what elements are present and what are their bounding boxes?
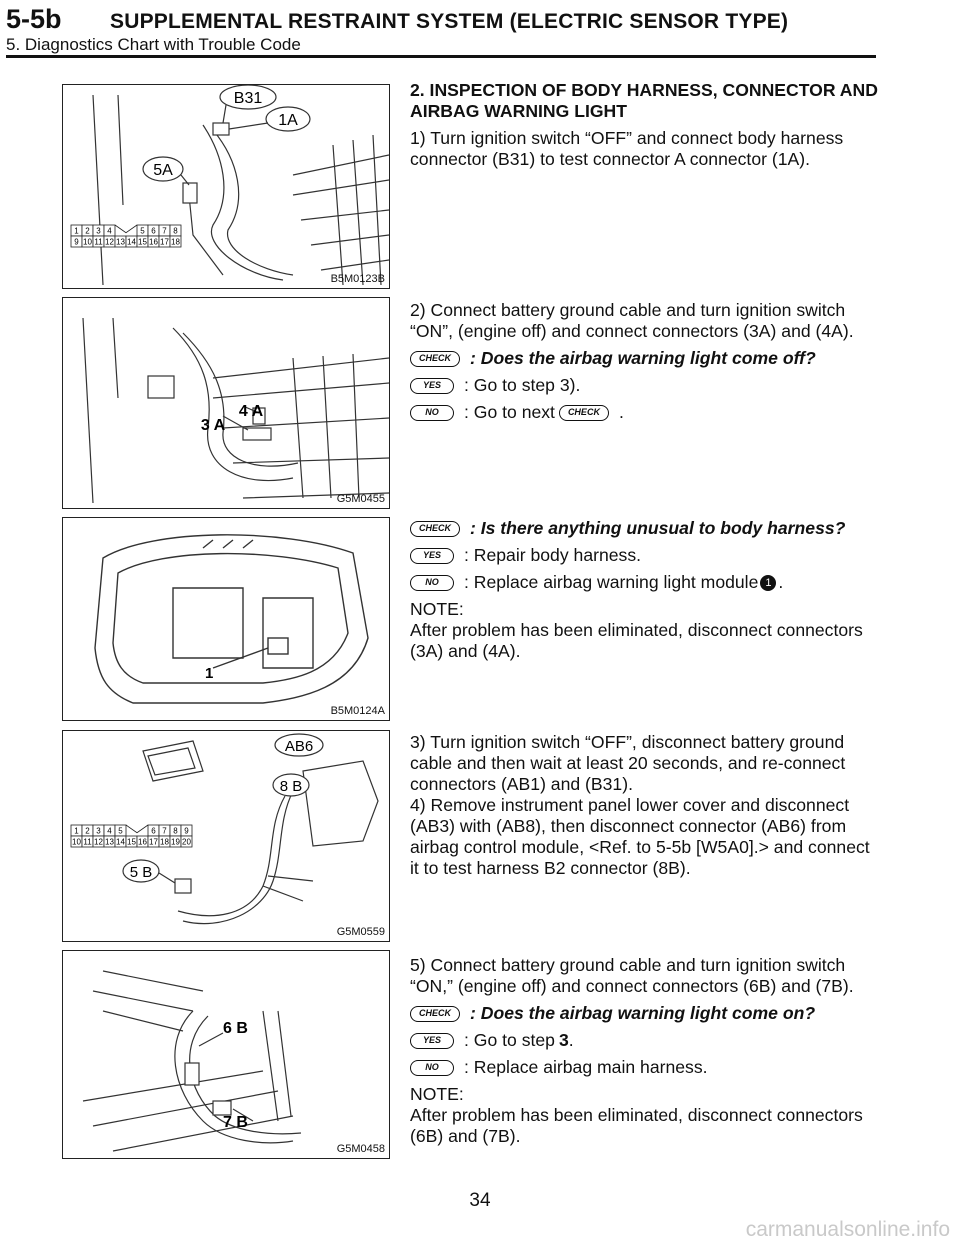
figure-code: B5M0123B: [330, 273, 385, 285]
no-action: : Replace airbag warning light module: [464, 572, 759, 592]
pin-number: 1: [74, 826, 79, 836]
check-row: [410, 348, 882, 369]
no-action: : Go to next: [464, 402, 555, 422]
step-4: 4) Remove instrument panel lower cover and disconnect (AB3) with (AB8), then disconnect connector (AB6) from airbag control module, <Ref. to 5-5b [W5A0].> and connect it to test harness B2 connector (8B).: [410, 795, 870, 878]
callout-6b: 6 B: [223, 1020, 248, 1037]
pin-number: 12: [105, 237, 114, 247]
section-1-text: [410, 80, 882, 176]
figure-1-illustration: [63, 85, 389, 288]
pin-number: 3: [96, 826, 101, 836]
pin-number: 2: [85, 226, 90, 236]
pin-number: 17: [160, 237, 169, 247]
no-action-end: .: [618, 402, 624, 422]
yes-action-end: .: [568, 1030, 574, 1050]
pin-number: 19: [171, 837, 180, 847]
yes-step-number: 3: [558, 1030, 569, 1050]
check-badge: CHECK: [410, 521, 460, 537]
callout-3a: 3 A: [200, 417, 226, 434]
pin-number: 7: [162, 226, 167, 236]
no-badge: NO: [410, 405, 454, 421]
pin-diagram-2: [71, 825, 192, 847]
check-question: : Does the airbag warning light come on?: [470, 1003, 816, 1023]
pin-number: 7: [162, 826, 167, 836]
yes-row: [410, 375, 882, 396]
section-2-text: [410, 300, 882, 429]
no-badge: NO: [410, 1060, 454, 1076]
yes-badge: YES: [410, 378, 454, 394]
pin-number: 9: [74, 237, 79, 247]
header-divider: [6, 55, 876, 58]
figure-test-harness-b2: [62, 730, 390, 942]
callout-7b: 7 B: [223, 1114, 248, 1131]
pin-number: 3: [96, 226, 101, 236]
note-label: NOTE:: [410, 1084, 464, 1104]
pin-number: 2: [85, 826, 90, 836]
watermark: carmanualsonline.info: [745, 1218, 950, 1241]
yes-badge: YES: [410, 548, 454, 564]
pin-number: 6: [151, 226, 156, 236]
step-3: 3) Turn ignition switch “OFF”, disconnect battery ground cable and then wait at least 20 seconds, and re-connect connectors (AB1) and (B31).: [410, 732, 846, 794]
no-action-end: .: [778, 572, 784, 592]
figure-body-harness-connector: [62, 84, 390, 289]
check-question: : Does the airbag warning light come off?: [470, 348, 816, 368]
figure-5-illustration: [63, 951, 389, 1158]
yes-action: : Repair body harness.: [464, 545, 642, 565]
pin-number: 11: [94, 237, 103, 247]
figure-code: G5M0455: [336, 493, 385, 505]
section-code: 5-5b: [6, 4, 62, 34]
pin-number: 5: [140, 226, 145, 236]
note-text: After problem has been eliminated, disconnect connectors (3A) and (4A).: [410, 620, 863, 661]
pin-number: 18: [160, 837, 169, 847]
pin-number: 15: [127, 837, 136, 847]
reference-number: 1: [760, 575, 776, 591]
figure-code: B5M0124A: [330, 705, 385, 717]
figure-4-illustration: [63, 731, 389, 941]
pin-number: 14: [116, 837, 125, 847]
figure-3-illustration: [63, 518, 389, 720]
pin-number: 9: [184, 826, 189, 836]
section-5-text: [410, 955, 882, 1153]
note-text: After problem has been eliminated, disconnect connectors (6B) and (7B).: [410, 1105, 863, 1146]
no-action: : Replace airbag main harness.: [464, 1057, 708, 1077]
no-row: [410, 402, 882, 423]
pin-number: 10: [72, 837, 81, 847]
page-subtitle: 5. Diagnostics Chart with Trouble Code: [6, 35, 301, 54]
pin-number: 10: [83, 237, 92, 247]
pin-number: 6: [151, 826, 156, 836]
callout-4a: 4 A: [238, 403, 264, 420]
figure-warning-light-module: [62, 517, 390, 721]
callout-b31: B31: [233, 90, 263, 107]
pin-number: 16: [149, 237, 158, 247]
pin-number: 14: [127, 237, 136, 247]
no-badge: NO: [410, 575, 454, 591]
callout-1a: 1A: [278, 112, 298, 129]
check-badge: CHECK: [410, 1006, 460, 1022]
pin-number: 12: [94, 837, 103, 847]
page-title: SUPPLEMENTAL RESTRAINT SYSTEM (ELECTRIC SENSOR TYPE): [110, 10, 789, 33]
check-badge: CHECK: [410, 351, 460, 367]
connector-key: [115, 225, 137, 233]
connector-key: [126, 825, 148, 833]
pin-diagram-1: [71, 225, 181, 247]
step-5: 5) Connect battery ground cable and turn ignition switch “ON,” (engine off) and connect connectors (6B) and (7B).: [410, 955, 854, 996]
figure-code: G5M0559: [336, 926, 385, 938]
section-4-text: [410, 732, 882, 885]
callout-ab6: AB6: [284, 738, 314, 755]
check-badge-inline: CHECK: [559, 405, 609, 421]
pin-number: 13: [116, 237, 125, 247]
pin-number: 17: [149, 837, 158, 847]
pin-number: 8: [173, 826, 178, 836]
pin-number: 8: [173, 226, 178, 236]
pin-number: 15: [138, 237, 147, 247]
pin-number: 5: [118, 826, 123, 836]
pin-number: 18: [171, 237, 180, 247]
no-row: [410, 1057, 882, 1078]
figure-connectors-6b-7b: [62, 950, 390, 1159]
pin-number: 1: [74, 226, 79, 236]
step-1: 1) Turn ignition switch “OFF” and connect body harness connector (B31) to test connector A connector (1A).: [410, 128, 844, 169]
yes-action: : Go to step 3).: [464, 375, 581, 395]
section-heading: 2. INSPECTION OF BODY HARNESS, CONNECTOR AND AIRBAG WARNING LIGHT: [410, 80, 878, 121]
check-row: [410, 518, 882, 539]
check-question: : Is there anything unusual to body harness?: [470, 518, 846, 538]
pin-number: 20: [182, 837, 191, 847]
pin-number: 11: [83, 837, 92, 847]
pin-number: 4: [107, 826, 112, 836]
step-2: 2) Connect battery ground cable and turn ignition switch “ON”, (engine off) and connect connectors (3A) and (4A).: [410, 300, 854, 341]
page-number: 34: [469, 1190, 491, 1211]
pin-number: 16: [138, 837, 147, 847]
callout-5b: 5 B: [129, 864, 153, 881]
callout-1: 1: [205, 665, 214, 682]
yes-row: [410, 545, 882, 566]
yes-row: [410, 1030, 882, 1051]
figure-2-illustration: [63, 298, 389, 508]
yes-action: : Go to step: [464, 1030, 555, 1050]
section-3-text: [410, 518, 882, 668]
pin-number: 13: [105, 837, 114, 847]
callout-8b: 8 B: [279, 778, 303, 795]
callout-5a: 5A: [153, 162, 173, 179]
yes-badge: YES: [410, 1033, 454, 1049]
figure-code: G5M0458: [336, 1143, 385, 1155]
check-row: [410, 1003, 882, 1024]
no-row: [410, 572, 882, 593]
pin-number: 4: [107, 226, 112, 236]
figure-connectors-3a-4a: [62, 297, 390, 509]
note-label: NOTE:: [410, 599, 464, 619]
